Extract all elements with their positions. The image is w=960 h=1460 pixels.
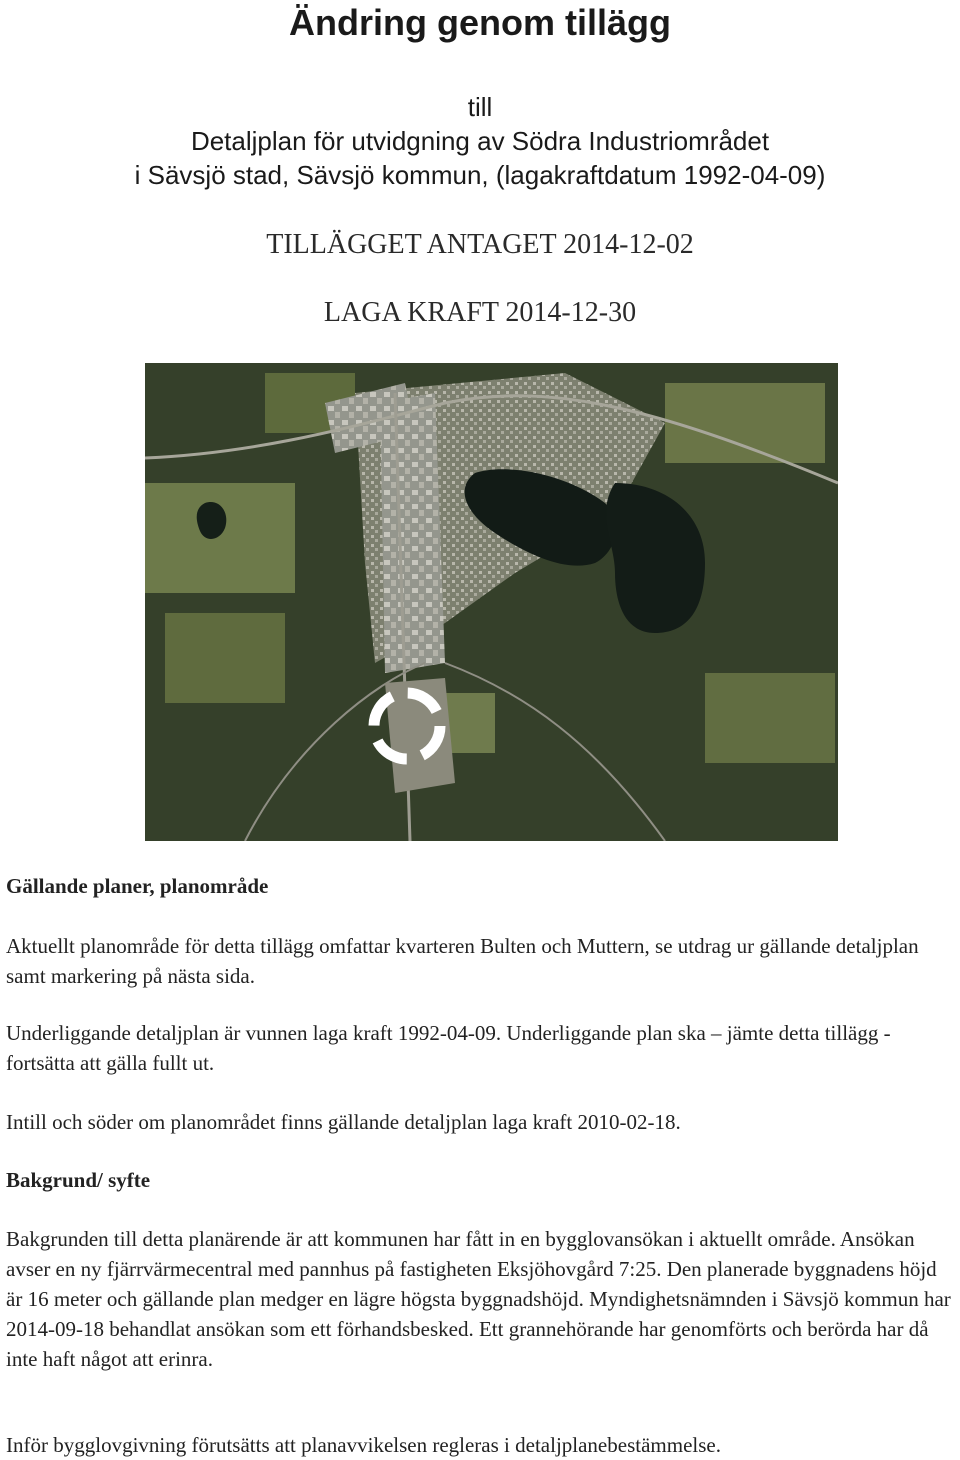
document-title: Ändring genom tillägg	[289, 2, 671, 43]
paragraph-bakgrund: Bakgrunden till detta planärende är att kommunen har fått in en bygglovansökan i aktuellt område. Ansökan avser en ny fjärrvärmecentral med pannhus på fastigheten Eksjöhovgård 7:25. Den planerade byggnadens höjd är 16 meter och gällande plan medger en lägre högsta byggnadshöjd. Myndighetsnämnden i Sävsjö kommun har 2014-09-18 behandlat ansökan som ett förhandsbesked. Ett grannehörande har genomförts och berörda har då inte haft något att erinra.	[6, 1227, 951, 1371]
subtitle-line-location: i Sävsjö stad, Sävsjö kommun, (lagakraftdatum 1992-04-09)	[134, 160, 826, 190]
aerial-map-image	[145, 363, 838, 841]
heading-gallande-planer: Gällande planer, planområde	[6, 874, 269, 898]
legal-force-date-line: LAGA KRAFT 2014-12-30	[323, 297, 637, 328]
document-subtitle	[0, 90, 960, 192]
paragraph-planomrade: Aktuellt planområde för detta tillägg omfattar kvarteren Bulten och Muttern, se utdrag ur gällande detaljplan samt markering på nästa sida.	[6, 934, 919, 988]
subtitle-line-plan-name: Detaljplan för utvidgning av Södra Industriområdet	[190, 126, 770, 156]
paragraph-underliggande: Underliggande detaljplan är vunnen laga kraft 1992-04-09. Underliggande plan ska – jämte detta tillägg - fortsätta att gälla fullt ut.	[6, 1021, 891, 1075]
heading-bakgrund: Bakgrund/ syfte	[6, 1168, 151, 1192]
paragraph-intill-soder: Intill och söder om planområdet finns gällande detaljplan laga kraft 2010-02-18.	[6, 1110, 681, 1134]
paragraph-bygglovgivning: Inför bygglovgivning förutsätts att planavvikelsen regleras i detaljplanebestämmelse.	[6, 1433, 721, 1457]
adopted-date-line: TILLÄGGET ANTAGET 2014-12-02	[266, 229, 694, 260]
subtitle-line-till: till	[467, 92, 493, 122]
